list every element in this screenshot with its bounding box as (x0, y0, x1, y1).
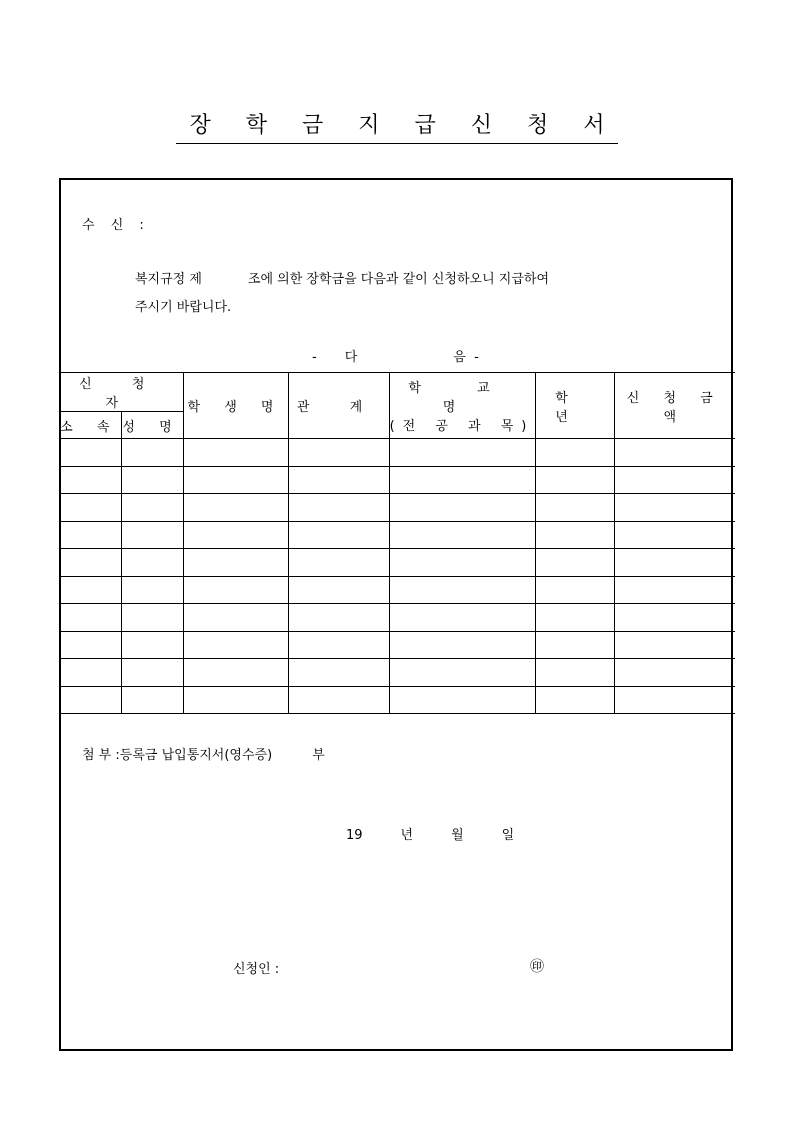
cell[interactable] (288, 659, 389, 687)
dash-right: - (474, 350, 479, 365)
cell[interactable] (183, 466, 288, 494)
school-name-header (389, 373, 535, 439)
table-row (59, 439, 735, 467)
cell[interactable] (614, 604, 735, 632)
table-row (59, 466, 735, 494)
cell[interactable] (288, 466, 389, 494)
grade-header: 학 년 (535, 373, 614, 439)
cell[interactable] (389, 549, 535, 577)
cell[interactable] (288, 631, 389, 659)
cell[interactable] (614, 439, 735, 467)
cell[interactable] (614, 576, 735, 604)
table-row (59, 659, 735, 687)
cell[interactable] (535, 686, 614, 714)
cell[interactable] (183, 576, 288, 604)
cell[interactable] (183, 604, 288, 632)
body-line2: 주시기 바랍니다. (135, 300, 232, 315)
cell[interactable] (389, 576, 535, 604)
cell[interactable] (288, 576, 389, 604)
cell[interactable] (121, 576, 183, 604)
year-prefix: 19 (346, 828, 363, 843)
cell[interactable] (59, 604, 121, 632)
cell[interactable] (389, 494, 535, 522)
cell[interactable] (121, 604, 183, 632)
cell[interactable] (614, 494, 735, 522)
major-label: (전 공 과 목) (389, 419, 535, 434)
cell[interactable] (121, 549, 183, 577)
applicant-label: 신청인 : (233, 962, 280, 977)
cell[interactable] (121, 521, 183, 549)
attachment-label: 첨 부 : (82, 748, 120, 763)
cell[interactable] (183, 686, 288, 714)
cell[interactable] (614, 659, 735, 687)
name-header: 성 명 (121, 412, 183, 439)
student-name-header: 학 생 명 (183, 373, 288, 439)
seal-icon: ㊞ (530, 959, 544, 975)
cell[interactable] (614, 549, 735, 577)
cell[interactable] (288, 494, 389, 522)
cell[interactable] (288, 439, 389, 467)
cell[interactable] (614, 521, 735, 549)
affiliation-header: 소 속 (59, 412, 121, 439)
day-label: 일 (501, 828, 515, 843)
application-table (59, 372, 735, 714)
cell[interactable] (121, 466, 183, 494)
cell[interactable] (121, 686, 183, 714)
cell[interactable] (535, 604, 614, 632)
attachment-line (82, 744, 325, 763)
cell[interactable] (59, 521, 121, 549)
request-body (135, 266, 549, 322)
cell[interactable] (389, 604, 535, 632)
cell[interactable] (614, 686, 735, 714)
body-line1-part1: 복지규정 제 (135, 272, 202, 287)
cell[interactable] (121, 439, 183, 467)
cell[interactable] (59, 659, 121, 687)
year-label: 년 (400, 828, 414, 843)
cell[interactable] (288, 604, 389, 632)
document-title: 장 학 금 지 급 신 청 서 (0, 108, 794, 144)
cell[interactable] (389, 686, 535, 714)
cell[interactable] (535, 659, 614, 687)
da-text: 다 (344, 350, 358, 365)
cell[interactable] (183, 494, 288, 522)
cell[interactable] (535, 494, 614, 522)
month-label: 월 (451, 828, 464, 843)
applicant-header: 신 청 자 (59, 373, 183, 412)
attachment-item: 등록금 납입통지서(영수증) (119, 748, 273, 763)
cell[interactable] (288, 521, 389, 549)
cell[interactable] (183, 439, 288, 467)
table-row (59, 686, 735, 714)
cell[interactable] (59, 549, 121, 577)
cell[interactable] (183, 631, 288, 659)
school-name-label: 학 교 명 (408, 381, 516, 415)
recipient-label: 수 신 : (82, 218, 150, 233)
cell[interactable] (535, 576, 614, 604)
cell[interactable] (535, 631, 614, 659)
eum-text: 음 (453, 350, 466, 365)
table-row (59, 494, 735, 522)
cell[interactable] (389, 659, 535, 687)
table-row (59, 604, 735, 632)
cell[interactable] (535, 521, 614, 549)
relation-header: 관 계 (288, 373, 389, 439)
cell[interactable] (59, 631, 121, 659)
attachment-unit: 부 (312, 748, 325, 763)
cell[interactable] (389, 439, 535, 467)
cell[interactable] (389, 521, 535, 549)
cell[interactable] (614, 466, 735, 494)
cell[interactable] (535, 439, 614, 467)
cell[interactable] (535, 466, 614, 494)
cell[interactable] (389, 466, 535, 494)
cell[interactable] (59, 576, 121, 604)
table-row (59, 631, 735, 659)
cell[interactable] (121, 494, 183, 522)
cell[interactable] (59, 686, 121, 714)
body-line1-part2: 조에 의한 장학금을 다음과 같이 신청하오니 지급하여 (247, 272, 550, 287)
cell[interactable] (614, 631, 735, 659)
date-line (346, 824, 514, 843)
table-row (59, 549, 735, 577)
cell[interactable] (288, 549, 389, 577)
cell[interactable] (535, 549, 614, 577)
cell[interactable] (389, 631, 535, 659)
cell[interactable] (59, 439, 121, 467)
table-row (59, 521, 735, 549)
cell[interactable] (183, 549, 288, 577)
table-row (59, 576, 735, 604)
cell[interactable] (59, 466, 121, 494)
cell[interactable] (183, 521, 288, 549)
cell[interactable] (121, 659, 183, 687)
dash-left: - (312, 350, 317, 365)
amount-header: 신 청 금 액 (614, 373, 735, 439)
cell[interactable] (121, 631, 183, 659)
cell[interactable] (59, 494, 121, 522)
cell[interactable] (288, 686, 389, 714)
cell[interactable] (183, 659, 288, 687)
section-heading (312, 346, 479, 365)
